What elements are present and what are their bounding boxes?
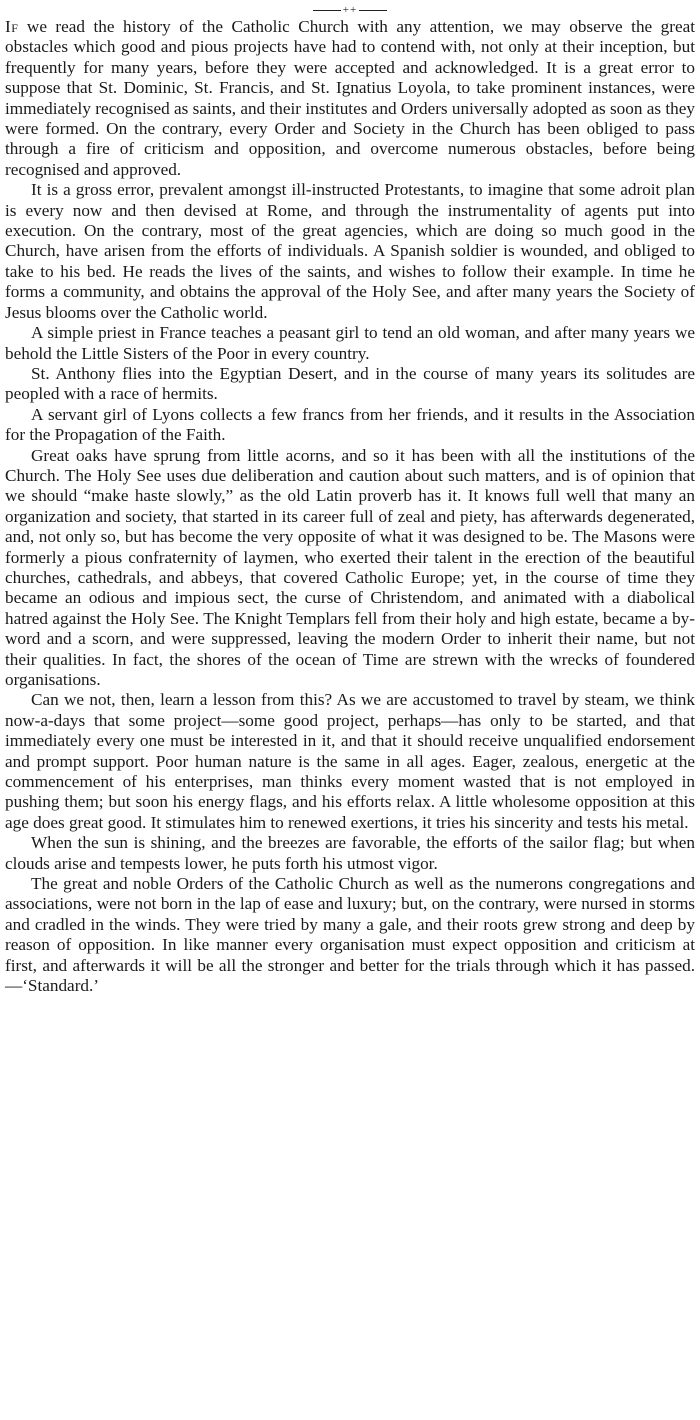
article-paragraph-4: St. Anthony flies into the Egyptian Desert, and in the course of many years its solitudes are peopled with a race of hermits.	[5, 363, 695, 404]
ornament-rule-left	[313, 10, 341, 11]
article-paragraph-5: A servant girl of Lyons collects a few francs from her friends, and it results in the Association for the Propagation of the Faith.	[5, 404, 695, 445]
article-paragraph-7: Can we not, then, learn a lesson from this? As we are accustomed to travel by steam, we think now-a-days that some project—some good project, perhaps—has only to be started, and that immediately every one must be interested in it, and that it should receive unqualified endorsement and prompt support. Poor human nature is the same in all ages. Eager, zealous, energetic at the commencement of his enterprises, man thinks every moment wasted that is not employed in pushing them; but soon his energy flags, and his efforts relax. A little wholesome opposition at this age does great good. It stimulates him to renewed exertions, it tries his sincerity and tests his metal.	[5, 690, 695, 832]
article-paragraph-9: The great and noble Orders of the Catholic Church as well as the numerons congregations and associations, were not born in the lap of ease and luxury; but, on the contrary, were nursed in storms and cradled in the winds. They were tried by many a gale, and their roots grew strong and deep by reason of opposition. In like manner every organisation must expect opposition and criticism at first, and afterwards it will be all the stronger and better for the trials through which it has passed.—‘Standard.’	[5, 874, 695, 996]
article-paragraph-6: Great oaks have sprung from little acorns, and so it has been with all the institutions of the Church. The Holy See uses due deliberation and caution about such matters, and is of opinion that we should “make haste slowly,” as the old Latin proverb has it. It knows full well that many an organization and society, that started in its career full of zeal and piety, has afterwards degenerated, and, not only so, but has become the very opposite of what it was designed to be. The Masons were formerly a pious confraternity of laymen, who exerted their talent in the erection of the beautiful churches, cathedrals, and abbeys, that covered Catholic Europe; yet, in the course of time they became an odious and impious sect, the curse of Christendom, and animated with a diabolical hatred against the Holy See. The Knight Templars fell from their holy and high estate, became a by-word and a scorn, and were suppressed, leaving the modern Order to inherit their name, but not their qualities. In fact, the shores of the ocean of Time are strewn with the wrecks of foundered organisations.	[5, 445, 695, 689]
article-paragraph-2: It is a gross error, prevalent amongst ill-instructed Protestants, to imagine that some adroit plan is every now and then devised at Rome, and through the instrumentality of agents put into execution. On the contrary, most of the great agencies, which are doing so much good in the Church, have arisen from the efforts of individuals. A Spanish soldier is wounded, and obliged to take to his bed. He reads the lives of the saints, and wishes to follow their example. In time he forms a community, and obtains the approval of the Holy See, and after many years the Society of Jesus blooms over the Catholic world.	[5, 180, 695, 322]
article-body	[5, 17, 695, 997]
ornament-mark: ++	[342, 4, 358, 17]
article-paragraph-3: A simple priest in France teaches a peasant girl to tend an old woman, and after many years we behold the Little Sisters of the Poor in every country.	[5, 323, 695, 363]
lead-word: If	[5, 17, 19, 36]
section-ornament	[5, 1, 695, 17]
newspaper-clipping	[5, 0, 695, 1420]
article-paragraph-8: When the sun is shining, and the breezes are favorable, the efforts of the sailor flag; but when clouds arise and tempests lower, he puts forth his utmost vigor.	[5, 833, 695, 873]
ornament-rule-right	[359, 10, 387, 11]
article-paragraph-1	[5, 17, 695, 180]
paragraph-text: we read the history of the Catholic Church with any attention, we may observe the great obstacles which good and pious projects have had to contend with, not only at their inception, but frequently for many years, before they were accepted and acknowledged. It is a great error to suppose that St. Dominic, St. Francis, and St. Ignatius Loyola, to take prominent instances, were immediately recognised as saints, and their institutes and Orders universally adopted as soon as they were formed. On the contrary, every Order and Society in the Church has been obliged to pass through a fire of criticism and opposition, and overcome numerous obstacles, before being recognised and approved.	[5, 17, 696, 179]
